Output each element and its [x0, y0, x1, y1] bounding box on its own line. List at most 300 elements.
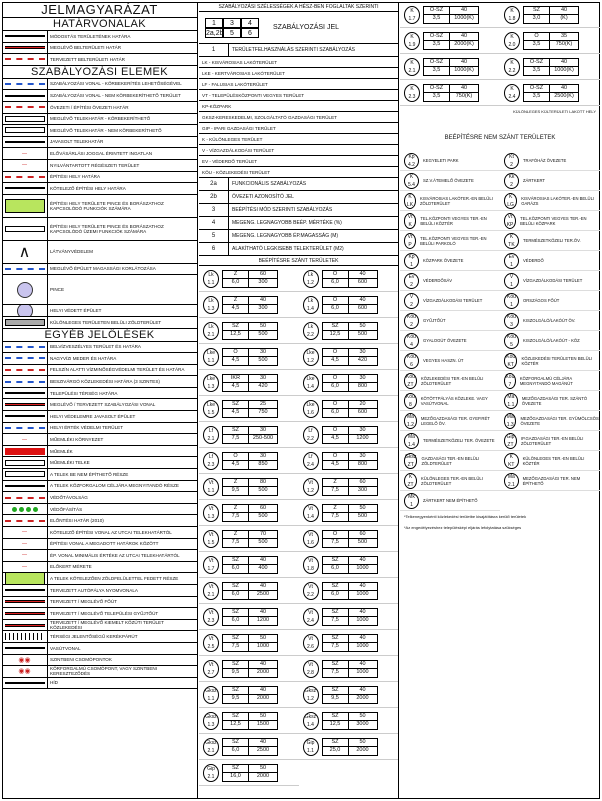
- special-label: KÜLÖNLEGES KÜLTERÜLETI LAKOTT HELY: [513, 109, 596, 114]
- row-number: 6: [199, 243, 229, 255]
- zone-cell: [299, 266, 399, 292]
- zone-table: [222, 348, 278, 366]
- legend-row: [2, 469, 197, 481]
- zones-column: [400, 2, 600, 799]
- zone-value: 50: [249, 713, 277, 721]
- legend-label: ÉP. VONAL MINIMÁLIS ÉRTÉKE AZ UTCAI TELEKHATÁRTÓL: [50, 552, 180, 558]
- zone-value: 60: [249, 505, 277, 513]
- zone-code: Lk: [307, 297, 314, 304]
- row-text: TERÜLETFELHASZNÁLÁS SZERINTI SZABÁLYOZÁS: [232, 47, 355, 53]
- zone-value: 6,0: [223, 591, 249, 599]
- legend-label: SZINTBENI CSOMÓPONTOK: [50, 657, 112, 663]
- zone-value: Z: [223, 271, 249, 279]
- zone-table: [322, 712, 378, 730]
- zone-cell: [199, 630, 299, 656]
- zone-value: 1000: [356, 564, 369, 571]
- zone-key-cell: 2a,2b: [206, 29, 224, 37]
- zone-value: 6,0: [323, 279, 349, 287]
- zone-code: Vt: [308, 505, 313, 512]
- zone-code: Lf: [308, 453, 313, 460]
- zone-value: 6,0: [223, 565, 249, 573]
- zone-code: K: [410, 59, 414, 66]
- zone-id: 2.1: [207, 435, 215, 442]
- zone-value: SZ: [323, 635, 349, 643]
- zone-code: K: [409, 173, 414, 180]
- zone-code: Lke: [206, 401, 216, 408]
- zone-code: K: [508, 193, 513, 200]
- zone-cell: [199, 656, 299, 682]
- landuse-code: KP-KÖZPARK: [199, 101, 398, 112]
- zone-id: TK: [508, 241, 515, 248]
- zone-id: 2.4: [508, 93, 516, 100]
- zone-badge: [303, 270, 319, 288]
- zone-value: 500: [258, 356, 268, 363]
- zone-table: [523, 84, 579, 102]
- zone-value: 50: [249, 765, 277, 773]
- legend-section-heading: EGYÉB JELÖLÉSEK: [2, 329, 197, 342]
- zone-value: 40: [550, 59, 578, 67]
- zone-badge: [203, 712, 219, 730]
- zone-description: SZ.V.ÁTEMELŐ ÖVEZETE: [423, 178, 474, 183]
- zone-code: Vt: [208, 557, 214, 564]
- zone-code: V: [509, 273, 514, 280]
- legend-title: JELMAGYARÁZAT: [2, 2, 197, 18]
- zone-badge: [504, 333, 519, 349]
- legend-symbol: [2, 125, 48, 136]
- row-text: ÖVEZETI AZONOSÍTÓ JEL: [232, 194, 294, 200]
- legend-symbol: [2, 305, 48, 316]
- zone-value: 500: [357, 512, 368, 519]
- zone-badge: [404, 6, 420, 24]
- zone-badge: [504, 32, 520, 50]
- zone-cell: [299, 318, 399, 344]
- zone-badge: [303, 556, 319, 574]
- zone-cell: [299, 552, 399, 578]
- zone-id: 1.4: [408, 441, 415, 448]
- zone-id: 1.4: [307, 305, 314, 312]
- nonbuildable-item: [500, 411, 600, 431]
- nonbuildable-heading: BEÉPÍTÉSRE NEM SZÁNT TERÜLETEK: [444, 135, 556, 141]
- zone-key-cell: 4: [241, 18, 259, 28]
- zone-value: 3,0: [524, 15, 550, 23]
- nonbuildable-item: [400, 231, 500, 251]
- zone-code: Lk: [208, 297, 214, 304]
- legend-symbol: [2, 597, 48, 608]
- zone-value: 1500: [256, 720, 270, 727]
- zone-id: 2: [410, 321, 413, 328]
- zone-id: 2.8: [307, 669, 314, 676]
- zone-description: KISZOLGÁLÓ/LAKÓÚT ÖV.: [523, 318, 576, 323]
- zone-value: 800: [357, 382, 368, 389]
- legend-label: MŰEMLÉKI TELKE: [50, 460, 90, 466]
- numbered-rows-2: [199, 178, 398, 256]
- txtE-symbol: —: [22, 150, 27, 157]
- zone-code: V: [409, 293, 414, 300]
- zone-id: 1.3: [207, 383, 215, 390]
- legend-row: [2, 79, 197, 91]
- zone-code: Ev: [508, 253, 515, 260]
- zone-code: Vt: [208, 531, 214, 538]
- zone-cell: [199, 500, 299, 526]
- zone-value: O: [323, 401, 349, 409]
- legend-row: [2, 388, 197, 400]
- legend-label: BELVÍZVESZÉLYES TERÜLET ÉS HATÁRA: [50, 344, 141, 350]
- zone-badge: [203, 634, 219, 652]
- zone-value: 40: [349, 271, 377, 279]
- zone-id: ZT: [407, 381, 414, 388]
- legend-label: ELŐNTÉSI HATÁR (2010): [50, 518, 104, 524]
- zone-value: 3000: [356, 720, 369, 727]
- zone-value: 500: [357, 538, 368, 545]
- green-dot: [19, 507, 24, 512]
- zone-description: VÉDERDŐ: [523, 258, 544, 263]
- zone-code: Lke: [306, 375, 315, 382]
- zone-value: 3,5: [424, 93, 450, 101]
- legend-label: VÉDŐTÁVOLSÁG: [50, 494, 88, 500]
- zone-code: Köu: [506, 353, 516, 360]
- zone-code: Lke: [206, 349, 216, 356]
- zone-id: 2: [510, 161, 513, 168]
- zone-badge: [504, 313, 519, 329]
- regulation-header: SZABÁLYOZÁSI SZÉLESSÉGEK A HÉSZ-BEN FOGLALTAK SZERINTI: [199, 2, 398, 12]
- zone-badge: [303, 348, 319, 366]
- zone-badge: [303, 296, 319, 314]
- zone-value: 1000(K): [454, 66, 474, 73]
- zone-description: KÜLÖNLEGES TER.-EN BELÜLI ZÖLDTERÜLET: [421, 475, 483, 486]
- line-symbol: [5, 392, 45, 394]
- zone-code: Köu: [507, 333, 516, 340]
- nonbuildable-item: [500, 231, 600, 251]
- zone-badge: [504, 393, 518, 409]
- legend-label: ÉPÍTÉSI HELY HATÁRA: [50, 174, 101, 180]
- zone-cell: [299, 526, 399, 552]
- zone-code: Vt: [507, 213, 513, 220]
- zone-value: 35: [550, 33, 578, 41]
- line-symbol: [5, 95, 45, 97]
- legend-symbol: [2, 643, 48, 654]
- row-text: FUNKCIONÁLIS SZABÁLYOZÁS: [232, 181, 307, 187]
- zone-id: 1.9: [408, 41, 416, 48]
- zone-code: Vt: [208, 661, 214, 668]
- zone-badge: [203, 270, 219, 288]
- zone-value: 12,5: [323, 331, 349, 339]
- zone-badge: [404, 173, 419, 189]
- zone-code: Vt: [407, 213, 413, 220]
- zone-id: 1.1: [207, 279, 215, 286]
- zone-code: Lke: [306, 349, 315, 356]
- zone-value: 500: [258, 486, 268, 493]
- zone-id: P: [408, 241, 412, 248]
- nonbuildable-item: [500, 211, 600, 231]
- zone-badge: [404, 313, 419, 329]
- zone-key: [199, 12, 398, 44]
- legend-row: [2, 54, 197, 66]
- redline-symbol: [5, 624, 45, 627]
- zone-table: [423, 58, 479, 76]
- zone-table: [322, 686, 378, 704]
- legend-symbol: [2, 241, 48, 263]
- blue-symbol: [5, 83, 45, 85]
- zone-cell: [299, 500, 399, 526]
- zone-value: O-SZ: [524, 59, 550, 67]
- zone-value: 750(K): [555, 40, 573, 47]
- zone-id: 1: [510, 281, 513, 288]
- zone-value: 60: [349, 531, 377, 539]
- legend-symbol: [2, 573, 48, 584]
- legend-row: [2, 148, 197, 160]
- zone-table: [222, 452, 278, 470]
- zone-value: 1200: [356, 434, 369, 441]
- row-text: MEGENG. LEGNAGYOBB ÉP.MAGASSÁG (M): [232, 233, 339, 239]
- legend-symbol: [2, 218, 48, 240]
- legend-section-heading: HATÁRVONALAK: [2, 18, 197, 31]
- legend-body: [2, 18, 197, 689]
- zone-description: TEL.KÖZPONTI VEGYES TER.-EN BELÜLI KÖZTÉR: [420, 215, 487, 226]
- numbered-row: [199, 44, 398, 57]
- zone-badge: [404, 473, 417, 489]
- legend-label: ELŐVÁSÁRLÁSI JOGGAL ÉRINTETT INGATLAN: [50, 151, 153, 157]
- zone-id: 2.6: [307, 643, 314, 650]
- legend-row: [2, 666, 197, 678]
- zone-value: 7,5: [323, 513, 349, 521]
- zone-badge: [203, 530, 219, 548]
- legend-row: [2, 597, 197, 609]
- zone-value: SZ: [323, 323, 349, 331]
- zone-table: [222, 608, 278, 626]
- zone-value: 2500: [256, 590, 270, 597]
- zone-id: 2: [410, 301, 413, 308]
- zone-table: [222, 374, 278, 392]
- zone-badge: [303, 686, 319, 704]
- zone-description: ORSZÁGOS FŐÚT: [523, 298, 560, 303]
- redline-symbol: [5, 600, 45, 603]
- zone-value: 40: [450, 85, 478, 93]
- legend-symbol: [2, 172, 48, 183]
- zone-cell: [199, 526, 299, 552]
- legend-label: KÖRFORGALMÚ CSOMÓPONT, VAGY SZINTBENI KERESZTEZŐDÉS: [50, 666, 158, 677]
- legend-row: [2, 125, 197, 137]
- zone-value: 50: [349, 323, 377, 331]
- zone-value: Z: [223, 479, 249, 487]
- zone-value: 4,5: [223, 357, 249, 365]
- zone-id: LK: [406, 201, 414, 208]
- legend-symbol: [2, 411, 48, 422]
- zone-value: 2000: [256, 772, 270, 779]
- txtM-symbol: —: [22, 436, 27, 443]
- hatch-symbol: [5, 633, 45, 640]
- zone-badge: [404, 453, 417, 469]
- zone-value: 600: [357, 408, 368, 415]
- dash-symbol: [5, 106, 45, 108]
- zone-code: Ev: [408, 273, 415, 280]
- legend-label: A TELEK KÖTELEZŐEN ZÖLDFELÜLETTEL FEDETT RÉSZE: [50, 576, 179, 582]
- legend-symbol: [2, 54, 48, 65]
- zone-code: Vt: [308, 531, 313, 538]
- zone-badge: [504, 273, 519, 289]
- zone-value: Z: [323, 505, 349, 513]
- zone-value: Z: [223, 505, 249, 513]
- node-symbol: ◉◉: [18, 668, 31, 676]
- nonbuildable-item: [400, 211, 500, 231]
- zone-value: 2000: [356, 694, 369, 701]
- legend-symbol: [2, 183, 48, 194]
- zone-cell: [199, 396, 299, 422]
- zone-badge: [303, 582, 319, 600]
- zone-table: [423, 32, 479, 50]
- zone-value: 25,0: [323, 747, 349, 755]
- zone-value: 1000: [256, 642, 270, 649]
- legend-label: KÖTELEZŐ ÉPÍTÉSI VONAL AZ UTCAI TELEKHATÁRTÓL: [50, 529, 172, 535]
- legend-row: [2, 365, 197, 377]
- legend-symbol: [2, 79, 48, 90]
- zone-table: [322, 660, 378, 678]
- zone-cell: [299, 630, 399, 656]
- zone-value: 7,5: [323, 617, 349, 625]
- zone-badge: [504, 413, 516, 429]
- zone-id: 2.3: [207, 461, 215, 468]
- zone-code: Vt: [308, 479, 313, 486]
- zone-value: O: [223, 453, 249, 461]
- zone-badge: [404, 373, 417, 389]
- zone-badge: [404, 253, 419, 269]
- zone-value: 12,5: [323, 721, 349, 729]
- zone-badge: [203, 374, 219, 392]
- legend-label: MÓDOSTÁS TERÜLETÉNEK HATÁRA: [50, 33, 131, 39]
- landuse-code: VT - TELEPÜLÉSKÖZPONTI VEGYES TERÜLET: [199, 90, 398, 101]
- numbered-row: [199, 217, 398, 230]
- zone-code: Gip: [506, 433, 515, 440]
- zone-value: 4,5: [223, 461, 249, 469]
- zone-id: 2.2: [307, 435, 314, 442]
- zone-value: O-SZ: [424, 7, 450, 15]
- zone-id: 1.2: [307, 357, 314, 364]
- legend-symbol: [2, 102, 48, 113]
- legend-symbol: [2, 43, 48, 54]
- nonbuildable-legend: [400, 151, 600, 511]
- zone-table: [322, 582, 378, 600]
- legend-label: SZABÁLYOZÁSI VONAL - KÖRBEKERÍTÉS LEHETŐSÉGÉVEL: [50, 81, 182, 87]
- zone-id: 1: [410, 261, 413, 268]
- nonbuildable-item: [400, 451, 500, 471]
- zone-badge: [303, 400, 319, 418]
- zone-value: O-SZ: [524, 85, 550, 93]
- row-number: 3: [199, 204, 229, 216]
- zone-code: Lk: [208, 323, 214, 330]
- green-dot: [26, 507, 31, 512]
- zone-value: 30: [349, 427, 377, 435]
- zone-badge: [303, 634, 319, 652]
- zone-value: 40: [349, 661, 377, 669]
- zone-value: 7,5: [323, 487, 349, 495]
- zone-cell: [199, 422, 299, 448]
- legend-symbol: [2, 678, 48, 689]
- line-symbol: [5, 647, 45, 649]
- numbered-row: [199, 204, 398, 217]
- zone-code: K: [510, 7, 514, 14]
- green-dot: [33, 507, 38, 512]
- zone-table: [322, 374, 378, 392]
- zone-code: Köu: [505, 373, 515, 380]
- zone-cell: [400, 28, 500, 54]
- box-symbol: [5, 116, 45, 122]
- zone-badge: [303, 426, 319, 444]
- legend-symbol: [2, 365, 48, 376]
- zone-code: Köu: [405, 393, 415, 400]
- zone-id: 2.3: [207, 617, 215, 624]
- zone-id: 5.4: [408, 181, 415, 188]
- legend-label: LÁTVÁNYVÉDELEM: [50, 249, 93, 255]
- zone-table: [322, 556, 378, 574]
- zone-code: Kk: [508, 173, 515, 180]
- legend-label: VASÚTVONAL: [50, 645, 81, 651]
- zone-cell: [299, 656, 399, 682]
- legend-row: [2, 137, 197, 149]
- legend-row: [2, 31, 197, 43]
- legend-label: FELSZÍN ALATTI VÍZMINŐSÉGVÉDELMI TERÜLET ÉS HATÁRA: [50, 367, 185, 373]
- nonbuildable-item: [400, 251, 500, 271]
- zone-description: VÍZGAZDÁLKODÁSI TERÜLET: [423, 298, 483, 303]
- zone-code: Kt: [509, 153, 514, 160]
- zone-value: 500: [258, 538, 268, 545]
- zone-badge: [203, 400, 219, 418]
- zone-table: [222, 478, 278, 496]
- zone-cell: [199, 318, 299, 344]
- zone-badge: [203, 582, 219, 600]
- caret-symbol: ∧: [18, 243, 31, 261]
- zone-cell: [199, 448, 299, 474]
- zone-value: 9,5: [223, 487, 249, 495]
- nonbuildable-item: [500, 371, 600, 391]
- zone-cell: [400, 2, 500, 28]
- zone-value: Z: [223, 531, 249, 539]
- legend-row: [2, 678, 197, 690]
- zone-cell: [400, 54, 500, 80]
- zone-value: 600: [357, 278, 368, 285]
- zone-table: [322, 348, 378, 366]
- zone-id: 2.1: [207, 747, 215, 754]
- zone-badge: [404, 58, 420, 76]
- legend-label: MEGLÉVŐ ÉPÜLET MAGASSÁGI KORLÁTOZÁSA: [50, 266, 156, 272]
- legend-row: [2, 275, 197, 305]
- zone-value: 2000: [256, 668, 270, 675]
- zone-id: 1.4: [307, 383, 314, 390]
- zone-id: 1.1: [207, 487, 215, 494]
- zone-table: [322, 322, 378, 340]
- nonbuildable-item: [500, 251, 600, 271]
- legend-label: ÉPÍTÉSI VONAL A MEGADOTT HATÁROK KÖZÖTT: [50, 541, 159, 547]
- zone-id: 1: [510, 301, 513, 308]
- zone-id: 2.2: [508, 67, 516, 74]
- zone-badge: [203, 686, 219, 704]
- zone-cell: [299, 370, 399, 396]
- zone-value: 1200: [256, 616, 270, 623]
- zone-badge: [303, 660, 319, 678]
- zone-value: 40: [349, 635, 377, 643]
- legend-label: MEGLÉVŐ / TERVEZETT SZABÁLYOZÁSI VONAL: [50, 402, 156, 408]
- zone-value: SZ: [524, 7, 550, 15]
- legend-row: [2, 399, 197, 411]
- zone-cell: [299, 604, 399, 630]
- zone-value: 6,0: [323, 383, 349, 391]
- legend-row: [2, 504, 197, 516]
- zone-id: 1: [410, 501, 413, 508]
- zone-badge: [404, 333, 419, 349]
- zone-badge: [303, 504, 319, 522]
- zone-id: KT: [508, 461, 515, 468]
- zone-value: 2000: [356, 746, 369, 753]
- zone-code: Lke: [306, 401, 315, 408]
- zone-value: 420: [357, 356, 368, 363]
